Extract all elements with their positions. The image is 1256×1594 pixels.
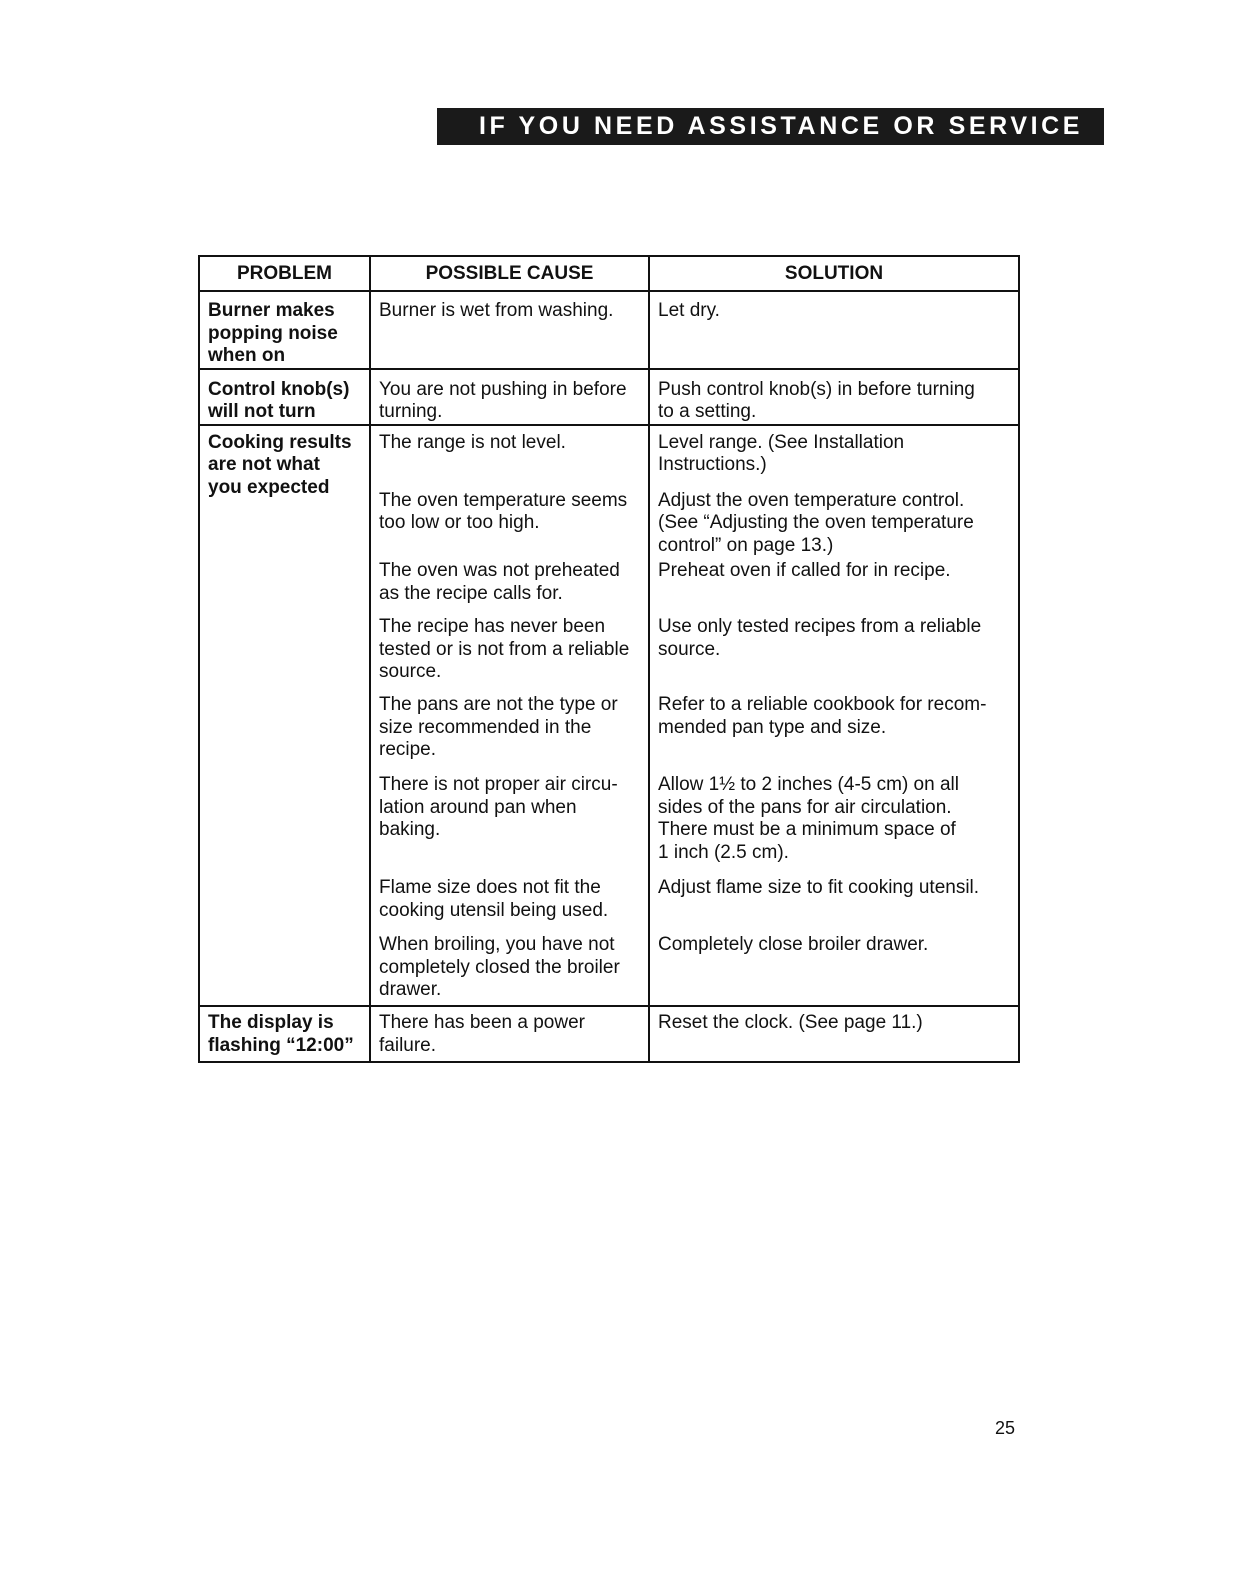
column-header-problem: PROBLEM bbox=[199, 256, 370, 291]
solution-cell: Reset the clock. (See page 11.) bbox=[649, 1006, 1019, 1062]
cause-cell: Burner is wet from washing. bbox=[370, 291, 649, 369]
solution-cell: Adjust flame size to fit cooking utensil. bbox=[649, 874, 1019, 931]
table-row bbox=[199, 291, 1019, 369]
section-banner: IF YOU NEED ASSISTANCE OR SERVICE bbox=[437, 108, 1104, 145]
column-header-cause: POSSIBLE CAUSE bbox=[370, 256, 649, 291]
table-body bbox=[199, 291, 1019, 1062]
solution-cell: Refer to a reliable cookbook for recom- mended pan type and size. bbox=[649, 691, 1019, 769]
solution-cell: Completely close broiler drawer. bbox=[649, 931, 1019, 1006]
table-header-row bbox=[199, 256, 1019, 291]
cause-cell: You are not pushing in before turning. bbox=[370, 369, 649, 425]
cause-cell: The oven was not preheated as the recipe calls for. bbox=[370, 557, 649, 613]
troubleshooting-table bbox=[198, 255, 1020, 1063]
cause-cell: The pans are not the type or size recommended in the recipe. bbox=[370, 691, 649, 769]
problem-cell: The display is flashing “12:00” bbox=[199, 1006, 370, 1062]
table-row bbox=[199, 369, 1019, 425]
problem-cell: Burner makes popping noise when on bbox=[199, 291, 370, 369]
cause-cell: Flame size does not fit the cooking utensil being used. bbox=[370, 874, 649, 931]
cause-cell: The recipe has never been tested or is not from a reliable source. bbox=[370, 613, 649, 691]
problem-cell: Control knob(s) will not turn bbox=[199, 369, 370, 425]
cause-cell: There has been a power failure. bbox=[370, 1006, 649, 1062]
solution-cell: Push control knob(s) in before turning to a setting. bbox=[649, 369, 1019, 425]
solution-cell: Preheat oven if called for in recipe. bbox=[649, 557, 1019, 613]
solution-cell: Use only tested recipes from a reliable source. bbox=[649, 613, 1019, 691]
table-row bbox=[199, 425, 1019, 482]
cause-cell: When broiling, you have not completely closed the broiler drawer. bbox=[370, 931, 649, 1006]
column-header-solution: SOLUTION bbox=[649, 256, 1019, 291]
problem-cell: Cooking results are not what you expected bbox=[199, 425, 370, 1007]
solution-cell: Adjust the oven temperature control. (See “Adjusting the oven temperature control” on page 13.) bbox=[649, 482, 1019, 558]
cause-cell: The range is not level. bbox=[370, 425, 649, 482]
solution-cell: Let dry. bbox=[649, 291, 1019, 369]
page-number: 25 bbox=[995, 1418, 1016, 1438]
solution-cell: Level range. (See Installation Instructions.) bbox=[649, 425, 1019, 482]
cause-cell: There is not proper air circu- lation around pan when baking. bbox=[370, 769, 649, 874]
solution-cell: Allow 1½ to 2 inches (4-5 cm) on all sides of the pans for air circulation. There must be a minimum space of 1 inch (2.5 cm). bbox=[649, 769, 1019, 874]
cause-cell: The oven temperature seems too low or too high. bbox=[370, 482, 649, 558]
table-row bbox=[199, 1006, 1019, 1062]
